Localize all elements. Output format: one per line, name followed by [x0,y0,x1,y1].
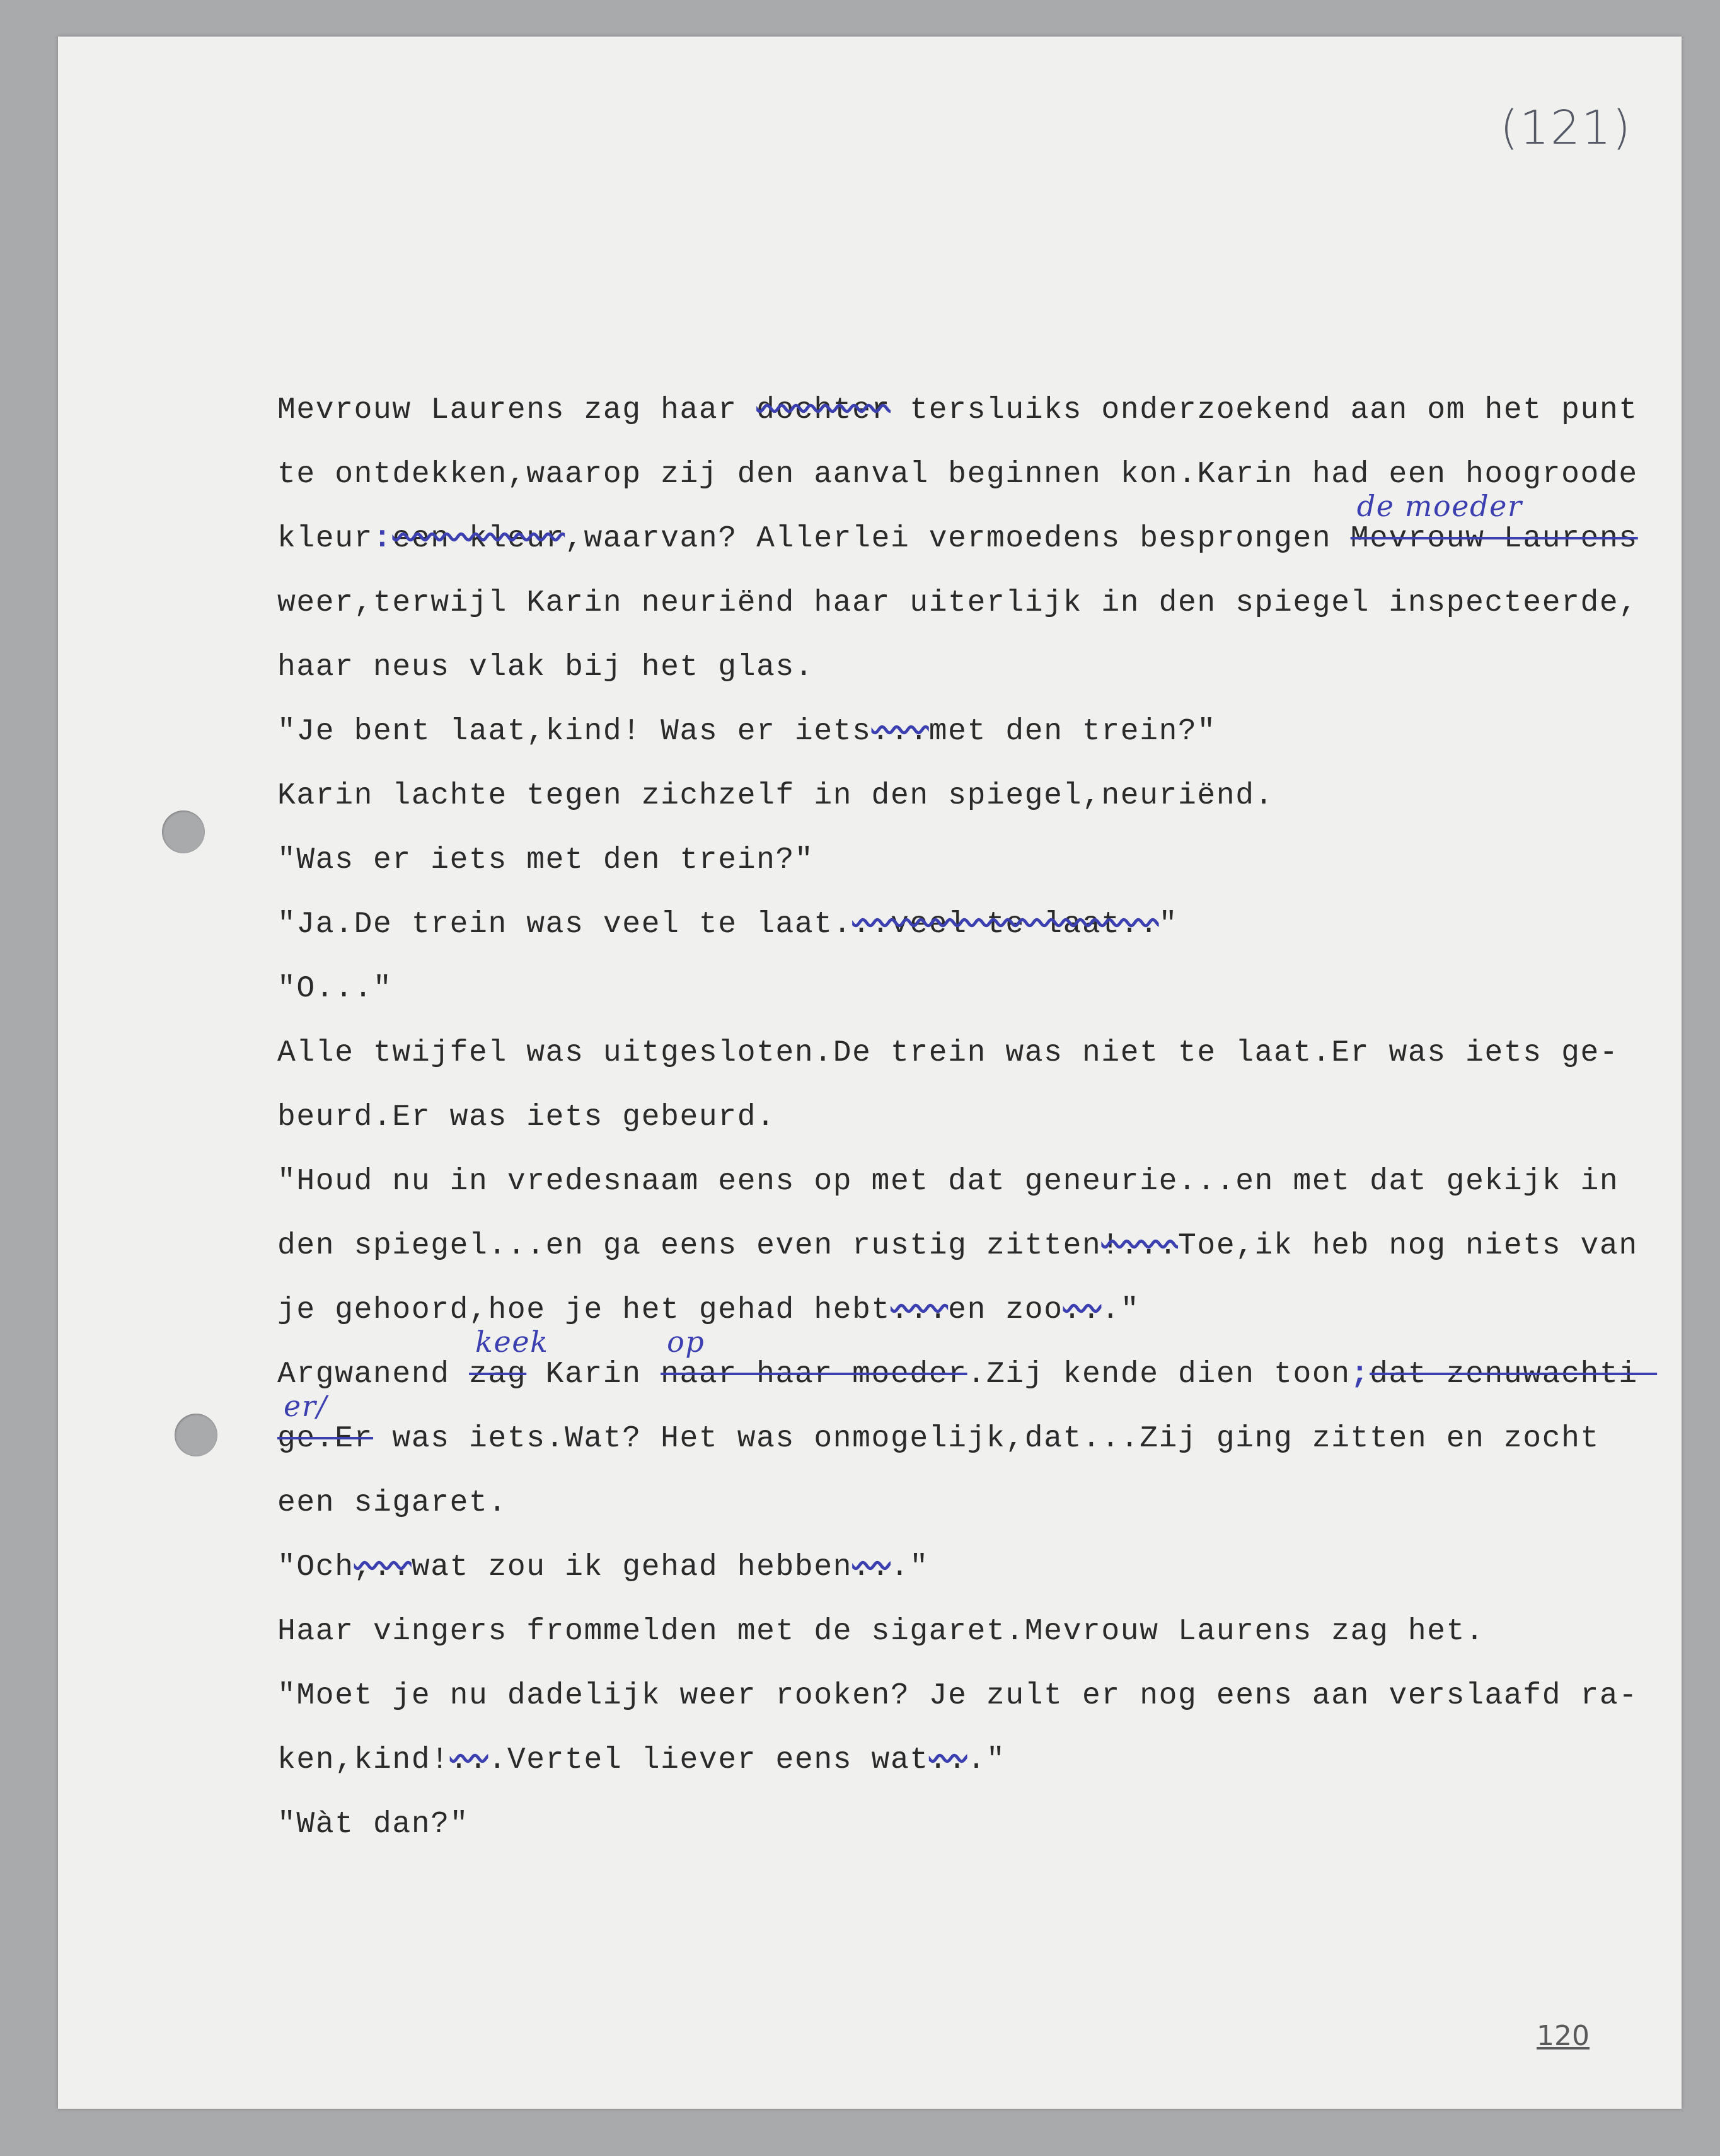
deleted-text: ge.Er er/ [277,1422,373,1456]
deleted-text: zag keek [469,1358,526,1392]
text-line [277,389,1651,454]
typed-text: Haar vingers frommelden met de sigaret.Mevrouw Laurens zag het. [277,1615,1485,1649]
text-line [277,711,1651,775]
text-line [277,904,1651,968]
handwritten-insertion: er/ [284,1389,328,1423]
handwritten-insertion: op [667,1325,705,1359]
typed-text: den spiegel...en ga eens even rustig zitten [277,1229,1102,1263]
scribbled-text: .. [928,1743,967,1777]
text-line [277,1547,1651,1611]
text-line [277,647,1651,711]
typed-text: met den trein?" [928,715,1216,749]
scribbled-text: ... [871,715,929,749]
typed-text: ." [890,1550,929,1584]
text-line [277,582,1651,647]
scribbled-text: .. [449,1743,488,1777]
page-number-bottom: 120 [1537,2020,1590,2052]
typed-text: "Houd nu in vredesnaam eens op met dat geneurie...en met dat gekijk in [277,1165,1619,1199]
scribbled-text: een kleur [392,522,565,556]
scribbled-text: .. [852,1550,891,1584]
typed-text: beurd.Er was iets gebeurd. [277,1100,776,1134]
punch-hole-top [162,810,205,853]
deleted-text: dat zenuwachti- [1370,1358,1658,1392]
text-line [277,1804,1651,1868]
text-line [277,1325,1658,1418]
text-line [277,1482,1651,1547]
typed-text: "Was er iets met den trein?" [277,843,814,877]
typed-text: Argwanend [277,1358,470,1392]
typed-text: .Vertel liever eens wat [488,1743,929,1777]
typed-text: "Och [277,1550,354,1584]
handwritten-insertion: keek [475,1325,549,1359]
deleted-text: naar haar moeder op [661,1358,967,1392]
pen-mark: ; [1350,1358,1370,1392]
typed-text: een sigaret. [277,1486,507,1520]
punch-hole-bottom [175,1414,217,1456]
typed-text: tersluiks onderzoekend aan om het punt [890,393,1638,427]
typed-text: Alle twijfel was uitgesloten.De trein was niet te laat.Er was iets ge- [277,1036,1619,1070]
typescript-body [277,389,1658,1868]
typed-text: Karin lachte tegen zichzelf in den spiegel,neuriënd. [277,779,1274,813]
typed-text: haar neus vlak bij het glas. [277,650,814,684]
text-line [277,1161,1651,1225]
scribbled-text: ..veel te laat.. [852,908,1159,942]
typed-text: weer,terwijl Karin neuriënd haar uiterlijk in den spiegel inspecteerde, [277,586,1638,620]
typed-text: ken,kind! [277,1743,450,1777]
text-line [277,1675,1651,1739]
typed-text: Karin [526,1358,661,1392]
typed-text: "Wàt dan?" [277,1807,470,1842]
handwritten-insertion: de moeder [1356,489,1523,523]
text-line [277,968,1651,1032]
text-line [277,1097,1651,1161]
typed-text: "Ja.De trein was veel te laat. [277,908,853,942]
folio-number: (121) [1500,101,1632,155]
scribbled-text: dochter [756,393,891,427]
text-line [277,1739,1651,1804]
typed-text: en zoo [948,1293,1063,1327]
text-line [277,1611,1651,1675]
typed-text: was iets.Wat? Het was onmogelijk,dat...Zij ging zitten en zocht [373,1422,1600,1456]
typed-text: Mevrouw Laurens zag haar [277,393,757,427]
typed-text: "O..." [277,972,393,1006]
text-line [277,775,1651,839]
typed-text: ." [1101,1293,1140,1327]
typed-text: .Zij kende dien toon [967,1358,1351,1392]
typed-text: ,waarvan? Allerlei vermoedens besprongen [565,522,1351,556]
text-line [277,839,1651,904]
scribbled-text: ,.. [354,1550,412,1584]
text-line [277,1032,1651,1097]
typed-text: "Je bent laat,kind! Was er iets [277,715,872,749]
typed-text: je gehoord,hoe je het gehad hebt [277,1293,891,1327]
typed-text: wat zou ik gehad hebben [411,1550,853,1584]
deleted-text: Mevrouw Laurens de moeder [1351,522,1638,556]
typed-text: " [1158,908,1179,942]
typed-text: te ontdekken,waarop zij den aanval beginnen kon.Karin had een hoogroode [277,458,1638,492]
typed-text: "Moet je nu dadelijk weer rooken? Je zult er nog eens aan verslaafd ra- [277,1679,1638,1713]
scribbled-text: ... [890,1293,949,1327]
typed-text: kleur [277,522,374,556]
text-line [277,1389,1651,1482]
text-line [277,489,1651,582]
typed-text: Toe,ik heb nog niets van [1178,1229,1638,1263]
scribbled-text: .. [1063,1293,1102,1327]
scribbled-text: !... [1101,1229,1179,1263]
typed-text: ." [967,1743,1006,1777]
text-line [277,1225,1651,1289]
pen-mark: : [373,522,393,556]
